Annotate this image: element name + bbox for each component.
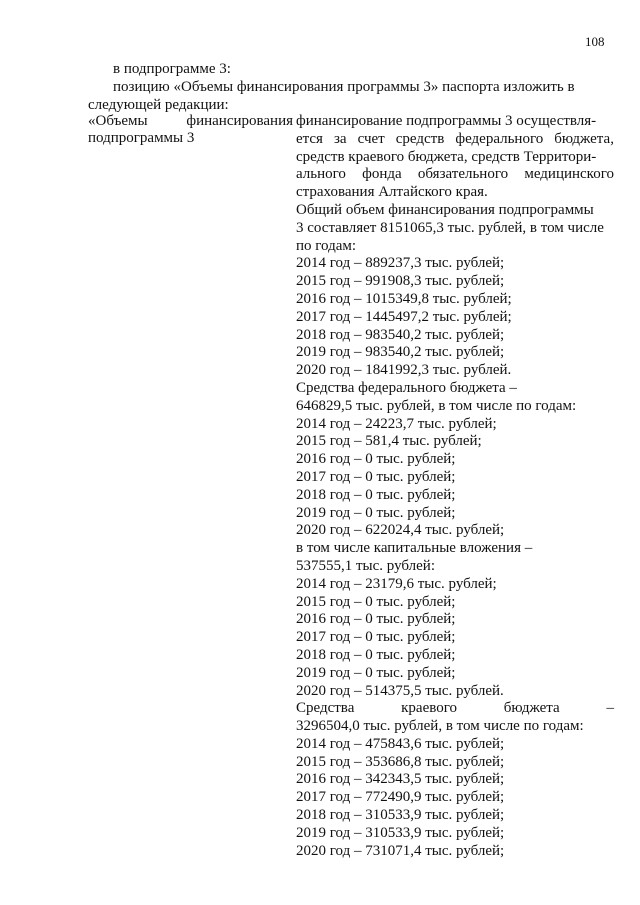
text-line: 2018 год – 0 тыс. рублей; [296, 646, 456, 663]
text-line [296, 166, 614, 184]
text-line: 2017 год – 0 тыс. рублей; [296, 629, 456, 646]
text-line: 2015 год – 353686,8 тыс. рублей; [296, 753, 505, 770]
text-word: ального [296, 166, 346, 183]
text-line: 2020 год – 731071,4 тыс. рублей; [296, 842, 505, 859]
text-line: страхования Алтайского края. [296, 184, 488, 201]
table-right-cell [296, 113, 614, 860]
text-line [296, 149, 614, 167]
text-line: 3 составляет 8151065,3 тыс. рублей, в том числе [296, 219, 604, 236]
text-word: краевого [401, 700, 457, 717]
text-line: 2020 год – 622024,4 тыс. рублей; [296, 522, 505, 539]
left-cell-line [88, 113, 293, 130]
text-line: 2015 год – 0 тыс. рублей; [296, 593, 456, 610]
text-word: медицинского [524, 166, 614, 183]
text-line: 2016 год – 0 тыс. рублей; [296, 451, 456, 468]
text-line: 2019 год – 310533,9 тыс. рублей; [296, 824, 505, 841]
text-line: 2014 год – 23179,6 тыс. рублей; [296, 575, 497, 592]
left-cell-word: финансирования [186, 113, 293, 129]
text-line: 2014 год – 889237,3 тыс. рублей; [296, 255, 505, 272]
text-line: 2016 год – 1015349,8 тыс. рублей; [296, 290, 512, 307]
text-word: бюджета [503, 700, 560, 717]
text-word: Средства [296, 700, 355, 717]
text-line [296, 113, 614, 131]
text-line: Общий объем финансирования подпрограммы [296, 201, 594, 218]
intro-line: позицию «Объемы финансирования программы 3» паспорта изложить в [113, 79, 575, 95]
text-line: 2014 год – 24223,7 тыс. рублей; [296, 415, 497, 432]
text-word: средств [395, 130, 445, 147]
intro-line: в подпрограмме 3: [113, 61, 231, 77]
text-line: 2019 год – 0 тыс. рублей; [296, 504, 456, 521]
text-line: 537555,1 тыс. рублей: [296, 557, 435, 574]
text-word: финансирование подпрограммы 3 осуществля- [296, 113, 597, 129]
text-word: федерального [455, 130, 544, 147]
text-line: 2018 год – 310533,9 тыс. рублей; [296, 807, 505, 824]
text-line: 2014 год – 475843,6 тыс. рублей; [296, 735, 505, 752]
intro-line: следующей редакции: [88, 97, 229, 113]
text-word: средств краевого бюджета, средств Территори- [296, 148, 597, 165]
text-word: обязательного [417, 166, 509, 183]
text-line: 2020 год – 514375,5 тыс. рублей. [296, 682, 504, 699]
text-line [296, 131, 614, 149]
left-cell-word: «Объемы [88, 113, 148, 129]
text-word: счет [357, 130, 385, 147]
text-line: 2018 год – 0 тыс. рублей; [296, 486, 456, 503]
text-line: 2019 год – 983540,2 тыс. рублей; [296, 344, 505, 361]
table-left-cell [88, 113, 293, 147]
text-word: фонда [362, 166, 402, 183]
text-line: 2017 год – 1445497,2 тыс. рублей; [296, 308, 512, 325]
text-line: 2015 год – 991908,3 тыс. рублей; [296, 273, 505, 290]
text-line: по годам: [296, 237, 357, 254]
page-number: 108 [585, 34, 605, 49]
text-line: 2017 год – 772490,9 тыс. рублей; [296, 789, 505, 806]
text-line: 2018 год – 983540,2 тыс. рублей; [296, 326, 505, 343]
text-line: 2019 год – 0 тыс. рублей; [296, 664, 456, 681]
text-line: 2016 год – 342343,5 тыс. рублей; [296, 771, 505, 788]
left-cell-line: подпрограммы 3 [88, 130, 195, 146]
text-word: за [333, 130, 347, 147]
text-line: 646829,5 тыс. рублей, в том числе по годам: [296, 397, 577, 414]
text-line: Средства федерального бюджета – [296, 379, 517, 396]
text-word: ется [296, 130, 323, 147]
text-word: бюджета, [554, 130, 614, 147]
text-line: 2015 год – 581,4 тыс. рублей; [296, 433, 482, 450]
intro-paragraph [88, 60, 618, 114]
text-word: – [606, 700, 614, 717]
text-line: 3296504,0 тыс. рублей, в том числе по годам: [296, 718, 584, 735]
text-line: 2016 год – 0 тыс. рублей; [296, 611, 456, 628]
text-line: 2020 год – 1841992,3 тыс. рублей. [296, 362, 512, 379]
text-line [296, 700, 614, 718]
text-line: в том числе капитальные вложения – [296, 540, 533, 557]
text-line: 2017 год – 0 тыс. рублей; [296, 468, 456, 485]
